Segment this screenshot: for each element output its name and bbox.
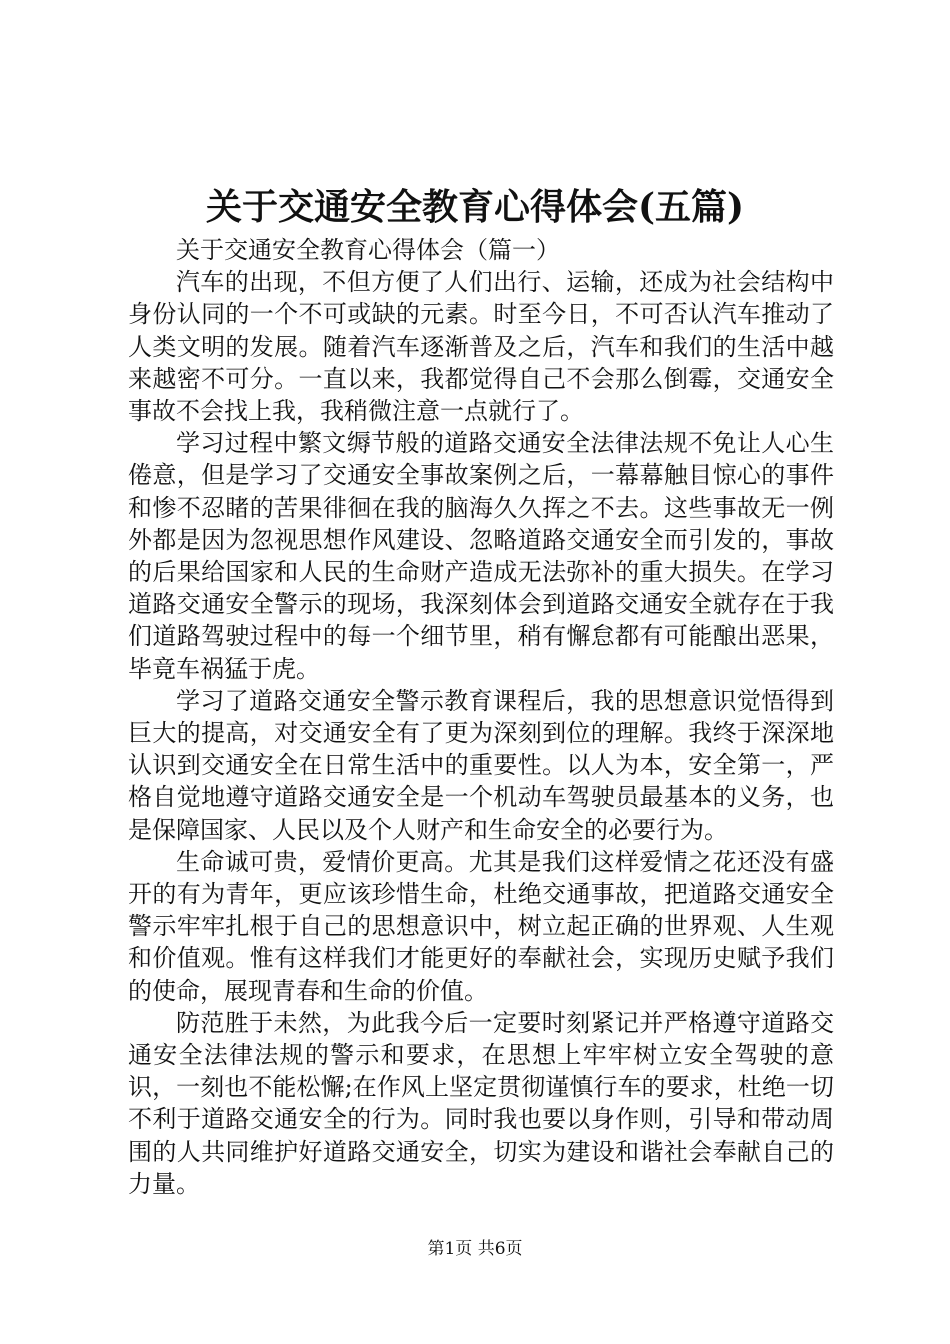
paragraph: 学习过程中繁文缛节般的道路交通安全法律法规不免让人心生倦意，但是学习了交通安全事故案例之后，一幕幕触目惊心的事件和惨不忍睹的苦果徘徊在我的脑海久久挥之不去。这些事故无一例外都是因为忽视思想作风建设、忽略道路交通安全而引发的，事故的后果给国家和人民的生命财产造成无法弥补的重大损失。在学习道路交通安全警示的现场，我深刻体会到道路交通安全就存在于我们道路驾驶过程中的每一个细节里，稍有懈怠都有可能酿出恶果，毕竟车祸猛于虎。 xyxy=(128,429,834,683)
document-title: 关于交通安全教育心得体会(五篇) xyxy=(205,186,745,228)
paragraph: 生命诚可贵，爱情价更高。尤其是我们这样爱情之花还没有盛开的有为青年，更应该珍惜生命，杜绝交通事故，把道路交通安全警示牢牢扎根于自己的思想意识中，树立起正确的世界观、人生观和价值观。惟有这样我们才能更好的奉献社会，实现历史赋予我们的使命，展现青春和生命的价值。 xyxy=(128,847,834,1005)
paragraph: 汽车的出现，不但方便了人们出行、运输，还成为社会结构中身份认同的一个不可或缺的元素。时至今日，不可否认汽车推动了人类文明的发展。随着汽车逐渐普及之后，汽车和我们的生活中越来越密不可分。一直以来，我都觉得自己不会那么倒霉，交通安全事故不会找上我，我稍微注意一点就行了。 xyxy=(128,268,834,426)
paragraph: 学习了道路交通安全警示教育课程后，我的思想意识觉悟得到巨大的提高，对交通安全有了更为深刻到位的理解。我终于深深地认识到交通安全在日常生活中的重要性。以人为本，安全第一，严格自觉地遵守道路交通安全是一个机动车驾驶员最基本的义务，也是保障国家、人民以及个人财产和生命安全的必要行为。 xyxy=(128,686,834,844)
page-footer xyxy=(0,1237,950,1261)
paragraph: 防范胜于未然，为此我今后一定要时刻紧记并严格遵守道路交通安全法律法规的警示和要求，在思想上牢牢树立安全驾驶的意识，一刻也不能松懈;在作风上坚定贯彻谨慎行车的要求，杜绝一切不利于道路交通安全的行为。同时我也要以身作则，引导和带动周围的人共同维护好道路交通安全，切实为建设和谐社会奉献自己的力量。 xyxy=(128,1008,834,1198)
document-body xyxy=(128,234,834,1200)
section-subtitle: 关于交通安全教育心得体会（篇一） xyxy=(176,236,560,264)
page-indicator: 第1页 共6页 xyxy=(427,1239,523,1259)
